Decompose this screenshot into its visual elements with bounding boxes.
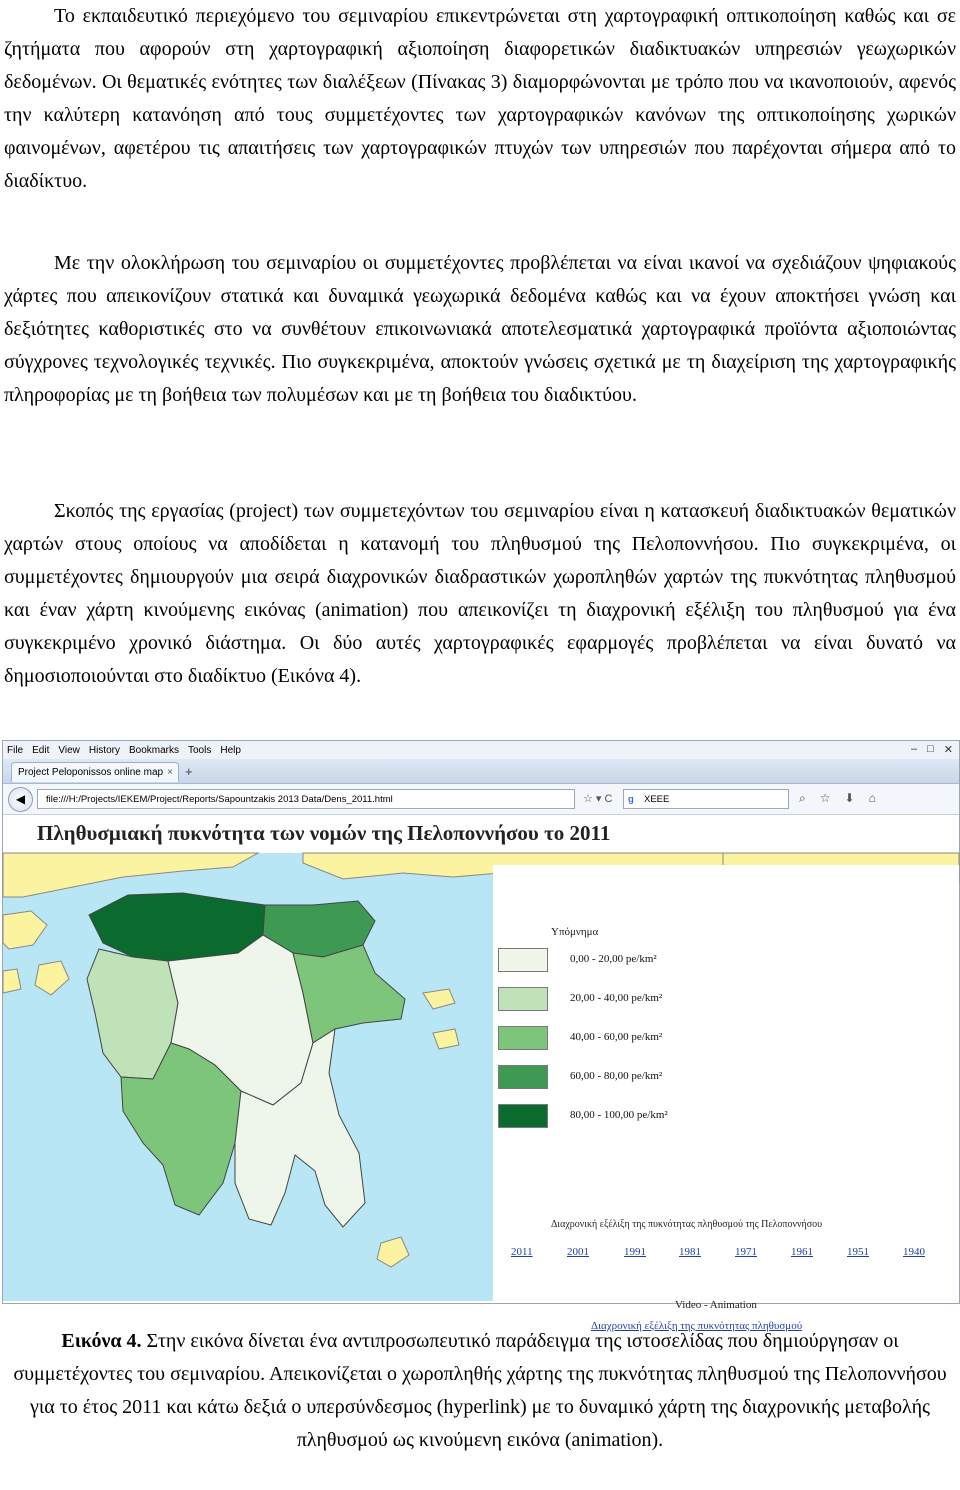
timeline-caption: Διαχρονική εξέλιξη της πυκνότητας πληθυσμού της Πελοποννήσου xyxy=(551,1219,823,1230)
close-window-icon[interactable]: ✕ xyxy=(943,744,953,756)
paragraph-1: Το εκπαιδευτικό περιεχόμενο του σεμιναρίου επικεντρώνεται στη χαρτογραφική οπτικοποίηση καθώς και σε ζητήματα που αφορούν στη χαρτογραφική αξιοποίηση διαφορετικών διαδικτυακών υπηρεσιών γεωχωρικών δεδομένων. Οι θεματικές ενότητες των διαλέξεων (Πίνακας 3) διαμορφώνονται με τρόπο που να ικανοποιούν, αφενός την καλύτερη κατανόηση από τους συμμετέχοντες των χαρτογραφικών κανόνων της οπτικοποίησης χωρικών φαινομένων, αφετέρου τις απαιτήσεις των χαρτογραφικών πτυχών των υπηρεσιών που παρέχονται σήμερα από το διαδίκτυο. xyxy=(4,5,956,192)
year-link-1971[interactable]: 1971 xyxy=(735,1246,757,1258)
legend-label: 0,00 - 20,00 pe/km² xyxy=(570,953,657,965)
legend-title: Υπόμνημα xyxy=(551,926,599,938)
menu-tools[interactable]: Tools xyxy=(188,744,212,756)
home-icon[interactable]: ⌂ xyxy=(868,791,876,805)
reload-icon[interactable]: ☆ ▾ C xyxy=(583,793,613,805)
paragraph-3: Σκοπός της εργασίας (project) των συμμετεχόντων του σεμιναρίου είναι η κατασκευή διαδικτυακών θεματικών χαρτών στους οποίους να αποδίδεται η κατανομή του πληθυσμού της Πελοποννήσου. Πιο συγκεκριμένα, οι συμμετέχοντες δημιουργούν μια σειρά διαχρονικών διαδραστικών χωροπληθών χαρτών της πυκνότητας πληθυσμού και έναν χάρτη κινούμενης εικόνας (animation) που απεικονίζει τη διαχρονική εξέλιξη του πληθυσμού για ένα συγκεκριμένο χρονικό διάστημα. Οι δύο αυτές χαρτογραφικές εφαρμογές προβλέπεται να είναι δυνατό να δημοσιοποιούνται στο διαδίκτυο (Εικόνα 4). xyxy=(4,500,956,687)
legend-item xyxy=(498,1065,758,1091)
year-link-1940[interactable]: 1940 xyxy=(903,1246,925,1258)
animation-hyperlink[interactable]: Διαχρονική εξέλιξη της πυκνότητας πληθυσμού xyxy=(591,1320,803,1332)
close-tab-icon[interactable]: × xyxy=(167,767,173,778)
year-link-1961[interactable]: 1961 xyxy=(791,1246,813,1258)
legend-swatch xyxy=(498,1065,548,1089)
video-label: Video - Animation xyxy=(675,1299,757,1311)
browser-navigation-bar xyxy=(3,784,959,815)
legend-swatch xyxy=(498,1026,548,1050)
browser-menubar xyxy=(3,741,959,759)
paragraph-2: Με την ολοκλήρωση του σεμιναρίου οι συμμετέχοντες προβλέπεται να είναι ικανοί να σχεδιάζουν ψηφιακούς χάρτες που απεικονίζουν στατικά και δυναμικά γεωχωρικά δεδομένα καθώς και να έχουν αποκτήσει γνώση και δεξιότητες καθοριστικές στο να συνθέτουν επικοινωνιακά αποτελεσματικά χαρτογραφικά προϊόντα αξιοποιώντας σύγχρονες τεχνολογικές τεχνικές. Πιο συγκεκριμένα, αποκτούν γνώσεις σχετικά με τη διαχείριση της χαρτογραφικής πληροφορίας με τη βοήθεια των πολυμέσων και με τη βοήθεια του διαδικτύου. xyxy=(4,252,956,406)
legend-swatch xyxy=(498,1104,548,1128)
legend-item xyxy=(498,1104,758,1130)
legend-label: 20,00 - 40,00 pe/km² xyxy=(570,992,663,1004)
map-area xyxy=(3,853,959,1332)
menu-file[interactable]: File xyxy=(7,744,24,756)
legend-item xyxy=(498,1026,758,1052)
year-links xyxy=(511,1246,931,1264)
legend-label: 60,00 - 80,00 pe/km² xyxy=(570,1070,663,1082)
legend-swatch xyxy=(498,948,548,972)
browser-screenshot-figure xyxy=(2,740,960,1332)
caption-text: Στην εικόνα δίνεται ένα αντιπροσωπευτικό παράδειγμα της ιστοσελίδας που δημιούργησαν οι συμμετέχοντες του σεμιναρίου. Απεικονίζεται ο χωροπληθής χάρτης της πυκνότητας πληθυσμού της Πελοποννήσου για το έτος 2011 και κάτω δεξιά ο υπερσύνδεσμος (hyperlink) με το δυναμικό χάρτη της διαχρονικής μεταβολής πληθυσμού ως κινούμενη εικόνα (animation). xyxy=(13,1330,947,1451)
menu-edit[interactable]: Edit xyxy=(32,744,50,756)
choropleth-map xyxy=(3,853,959,1301)
menu-history[interactable]: History xyxy=(88,744,120,756)
search-value: XEEE xyxy=(644,794,670,805)
legend-item xyxy=(498,948,758,974)
year-link-1981[interactable]: 1981 xyxy=(679,1246,701,1258)
legend-item xyxy=(498,987,758,1013)
download-icon[interactable]: ⬇ xyxy=(844,791,855,805)
year-link-1951[interactable]: 1951 xyxy=(847,1246,869,1258)
webpage-content xyxy=(3,815,959,1332)
maximize-icon[interactable]: □ xyxy=(927,743,934,755)
minimize-icon[interactable]: – xyxy=(911,743,918,755)
search-icon[interactable]: ⌕ xyxy=(799,791,806,805)
legend-label: 80,00 - 100,00 pe/km² xyxy=(570,1109,668,1121)
year-link-2001[interactable]: 2001 xyxy=(567,1246,589,1258)
new-tab-icon[interactable]: + xyxy=(185,764,193,779)
back-button-icon[interactable]: ◀ xyxy=(8,787,33,812)
menu-view[interactable]: View xyxy=(58,744,80,756)
caption-label: Εικόνα 4. xyxy=(61,1330,142,1352)
legend-label: 40,00 - 60,00 pe/km² xyxy=(570,1031,663,1043)
webpage-title: Πληθυσμιακή πυκνότητα των νομών της Πελοποννήσου το 2011 xyxy=(37,821,611,845)
menu-bookmarks[interactable]: Bookmarks xyxy=(128,744,179,756)
search-engine-icon: g xyxy=(628,794,634,805)
browser-tab[interactable] xyxy=(11,762,179,782)
menu-help[interactable]: Help xyxy=(220,744,241,756)
address-bar[interactable]: file:///H:/Projects/IEKEM/Project/Reports/Sapountzakis 2013 Data/Dens_2011.html xyxy=(37,789,575,809)
year-link-2011[interactable]: 2011 xyxy=(511,1246,533,1258)
tab-title: Project Peloponissos online map xyxy=(18,767,164,778)
bookmark-icon[interactable]: ☆ xyxy=(819,791,831,805)
search-input[interactable] xyxy=(623,789,789,809)
browser-tab-strip xyxy=(3,759,959,784)
legend-swatch xyxy=(498,987,548,1011)
figure-caption xyxy=(0,1325,960,1457)
year-link-1991[interactable]: 1991 xyxy=(624,1246,646,1258)
